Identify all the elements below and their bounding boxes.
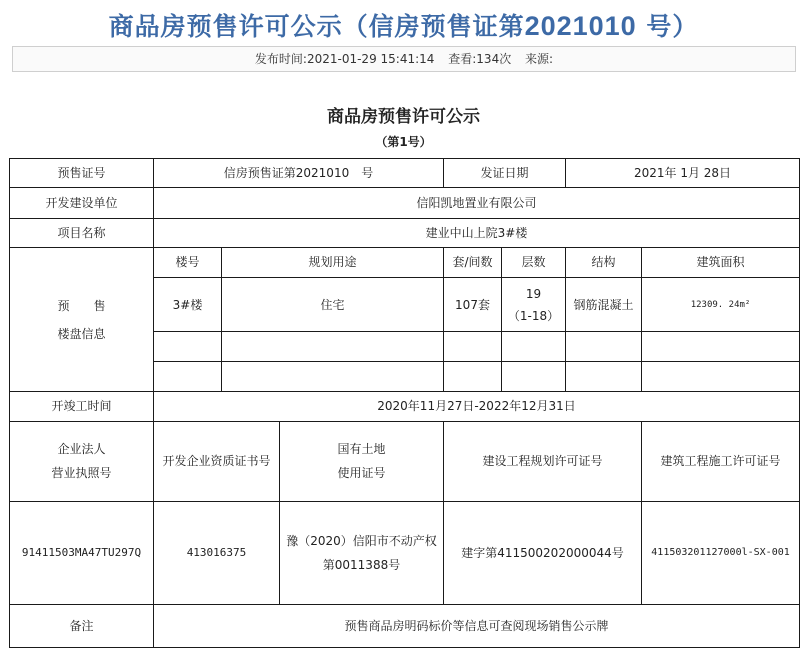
empty-cell — [154, 332, 222, 361]
construction-label: 开竣工时间 — [10, 392, 154, 421]
permit-no-label: 预售证号 — [10, 159, 154, 188]
empty-cell — [642, 361, 800, 391]
issue-date-value: 2021年 1月 28日 — [566, 159, 800, 188]
table-row — [10, 501, 800, 604]
project-value: 建业中山上院3#楼 — [154, 218, 800, 247]
land-cert-value-line1: 豫（2020）信阳市不动产权 — [286, 534, 437, 549]
floors-main: 19 — [525, 286, 542, 301]
empty-cell — [566, 332, 642, 361]
qualification-value: 413016375 — [154, 501, 280, 604]
units-value: 107套 — [444, 277, 502, 332]
presale-label-line1: 预 售 — [57, 298, 106, 313]
empty-cell — [154, 361, 222, 391]
building-no-value: 3#楼 — [154, 277, 222, 332]
header-units: 套/间数 — [444, 248, 502, 277]
empty-cell — [502, 332, 566, 361]
floors-range: （1-18） — [507, 308, 560, 323]
structure-value: 钢筋混凝土 — [566, 277, 642, 332]
header-floors: 层数 — [502, 248, 566, 277]
header-building-no: 楼号 — [154, 248, 222, 277]
business-license-label-line2: 营业执照号 — [51, 466, 112, 481]
area-value: 12309. 24m² — [642, 277, 800, 332]
table-row — [10, 421, 800, 501]
document-title: 商品房预售许可公示 — [327, 107, 480, 127]
empty-cell — [566, 361, 642, 391]
table-row — [10, 218, 800, 247]
header-structure: 结构 — [566, 248, 642, 277]
construction-permit-value: 411503201127000l-SX-001 — [642, 501, 800, 604]
land-cert-value — [280, 501, 444, 604]
page-title-suffix: 号） — [636, 12, 699, 41]
table-row — [10, 159, 800, 188]
view-count: 查看:134次 — [448, 52, 512, 66]
developer-label: 开发建设单位 — [10, 188, 154, 218]
qualification-label: 开发企业资质证书号 — [154, 421, 280, 501]
presale-label-line2: 楼盘信息 — [57, 326, 106, 341]
project-label: 项目名称 — [10, 218, 154, 247]
developer-value: 信阳凯地置业有限公司 — [154, 188, 800, 218]
land-cert-label-line1: 国有土地 — [337, 442, 386, 457]
usage-value: 住宅 — [222, 277, 444, 332]
empty-cell — [222, 361, 444, 391]
land-cert-label-line2: 使用证号 — [337, 466, 386, 481]
remark-value: 预售商品房明码标价等信息可查阅现场销售公示牌 — [154, 605, 800, 648]
business-license-label-line1: 企业法人 — [57, 442, 106, 457]
permit-no-value: 信房预售证第2021010 号 — [154, 159, 444, 188]
remark-label: 备注 — [10, 605, 154, 648]
issue-date-label: 发证日期 — [444, 159, 566, 188]
floors-value — [502, 277, 566, 332]
planning-permit-label: 建设工程规划许可证号 — [444, 421, 642, 501]
table-row — [10, 248, 800, 277]
empty-cell — [642, 332, 800, 361]
header-area: 建筑面积 — [642, 248, 800, 277]
document-subtitle: （第1号） — [375, 135, 432, 149]
planning-permit-value: 建字第411500202000044号 — [444, 501, 642, 604]
empty-cell — [444, 332, 502, 361]
business-license-label — [10, 421, 154, 501]
business-license-value: 91411503MA47TU297Q — [10, 501, 154, 604]
empty-cell — [502, 361, 566, 391]
page-title-prefix: 商品房预售许可公示（信房预售证第 — [108, 12, 525, 41]
table-row — [10, 605, 800, 648]
meta-bar — [12, 46, 796, 72]
table-row — [10, 392, 800, 421]
construction-value: 2020年11月27日-2022年12月31日 — [154, 392, 800, 421]
empty-cell — [222, 332, 444, 361]
header-usage: 规划用途 — [222, 248, 444, 277]
table-row — [10, 188, 800, 218]
presale-info-label — [10, 248, 154, 392]
permit-table — [9, 158, 800, 648]
source: 来源: — [525, 52, 554, 66]
page-title — [0, 6, 807, 46]
empty-cell — [444, 361, 502, 391]
land-cert-value-line2: 第0011388号 — [322, 558, 401, 573]
construction-permit-label: 建筑工程施工许可证号 — [642, 421, 800, 501]
page-title-number: 2021010 — [524, 11, 637, 41]
publish-time: 发布时间:2021-01-29 15:41:14 — [254, 52, 435, 66]
land-cert-label — [280, 421, 444, 501]
